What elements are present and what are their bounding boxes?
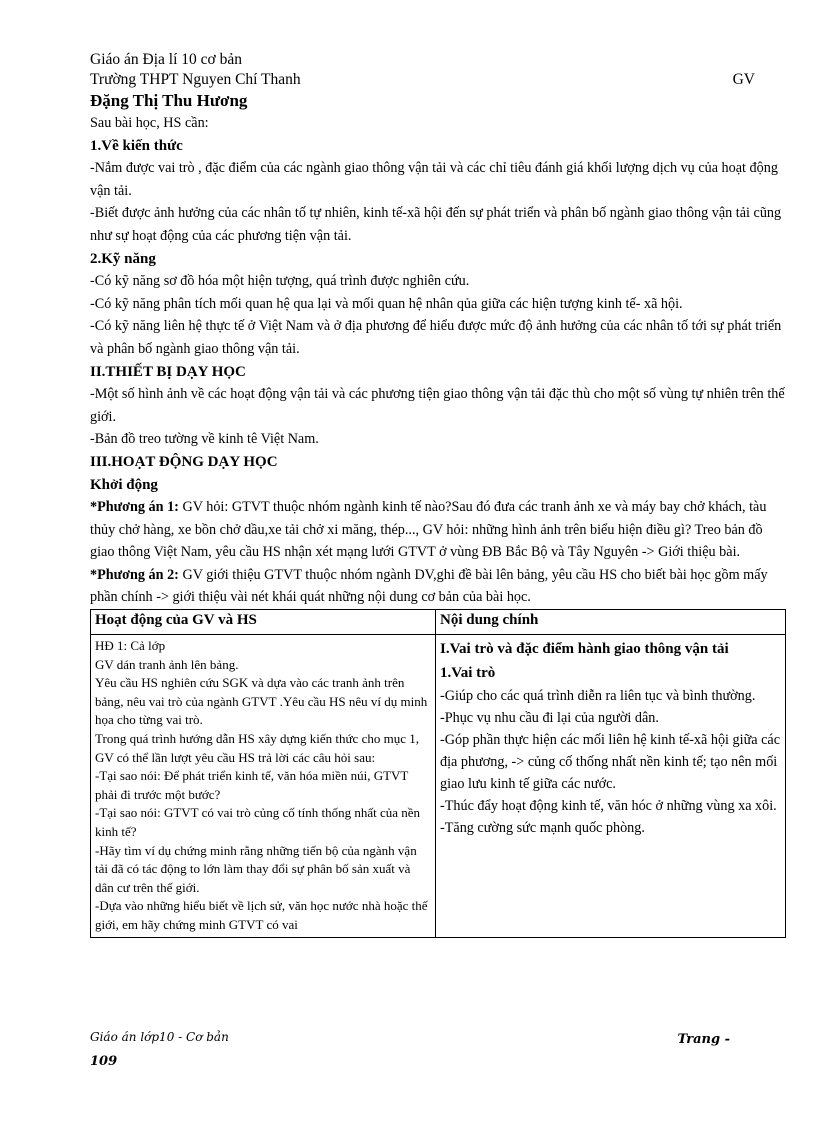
activity-line: -Hãy tìm ví dụ chứng minh rằng những tiến bộ của ngành vận tải đã có tác động to lớn làm thay đổi sự phân bố sản xuất và dân cư trên thế giới. (95, 842, 417, 895)
table-header-row (91, 610, 786, 635)
activities-cell (91, 635, 436, 938)
activity-line: -Tại sao nói: Để phát triển kinh tế, văn hóa miền núi, GTVT phải đi trước một bước? (95, 768, 409, 802)
knowledge-item: -Biết được ảnh hưởng của các nhân tố tự nhiên, kinh tế-xã hội đến sự phát triển và phân bố ngành giao thông vận tải cũng như sự hoạt động của các phương tiện vận tải. (90, 205, 782, 244)
lesson-table (90, 609, 786, 938)
option-2-text: GV giới thiệu GTVT thuộc nhóm ngành DV,ghi đề bài lên bảng, yêu cầu HS cho biết bài học gồm mấy phần chính -> giới thiệu vài nét khái quát những nội dung cơ bản của bài học. (90, 566, 768, 606)
option-1-text: GV hỏi: GTVT thuộc nhóm ngành kinh tế nào?Sau đó đưa các tranh ảnh xe và máy bay chở khách, tàu thủy chở hàng, xe bồn chở dầu,xe tải chở xi măng, thép..., GV hỏi: những hình ảnh trên biểu hiện điều gì? Treo bản đồ giao thông Việt Nam, yêu cầu HS nhận xét mạng lưới GTVT ở vùng ĐB Bắc Bộ và Tây Nguyên -> Giới thiệu bài. (90, 499, 767, 561)
content-cell (436, 635, 786, 938)
content-line: -Tăng cường sức mạnh quốc phòng. (440, 820, 645, 837)
content-subtitle: 1.Vai trò (440, 665, 496, 682)
knowledge-item: -Nắm được vai trò , đặc điểm của các ngành giao thông vận tải và các chỉ tiêu đánh giá khối lượng dịch vụ của hoạt động vận tải. (90, 160, 778, 199)
document-page (90, 50, 785, 938)
content-line: -Góp phần thực hiện các mối liên hệ kinh tế-xã hội giữa các địa phương, -> củng cố thống nhất nền kinh tế; tạo nên mối giao lưu kinh tế giữa các nước. (440, 732, 780, 793)
option-1-paragraph (90, 496, 785, 564)
warmup-title: Khởi động (90, 476, 158, 493)
activity-line: HĐ 1: Cả lớp (95, 638, 166, 654)
page-footer (90, 1030, 730, 1069)
doc-header-subject: Giáo án Địa lí 10 cơ bản (90, 51, 242, 68)
option-2-label: *Phương án 2: (90, 566, 179, 583)
doc-header-school (90, 70, 785, 90)
option-2-paragraph (90, 564, 785, 609)
col-header-content: Nội dung chính (436, 610, 786, 635)
school-name: Trường THPT Nguyen Chí Thanh (90, 71, 301, 88)
content-line: -Giúp cho các quá trình diễn ra liên tục và bình thường. (440, 688, 756, 705)
content-line: -Thúc đẩy hoạt động kinh tế, văn hóc ở những vùng xa xôi. (440, 798, 777, 815)
activity-line: GV dán tranh ảnh lên bảng. (95, 656, 239, 672)
section-equipment-title: II.THIẾT BỊ DẠY HỌC (90, 363, 246, 380)
activity-line: -Tại sao nói: GTVT có vai trò củng cố tính thống nhất của nền kinh tế? (95, 805, 421, 839)
gv-label: GV (732, 71, 755, 88)
footer-right: Trang - (677, 1032, 730, 1047)
page-number: 109 (90, 1054, 118, 1069)
equipment-item: -Một số hình ảnh về các hoạt động vận tải và các phương tiện giao thông vận tải đặc thù cho một số vùng tự nhiên trên thế giới. (90, 386, 785, 425)
equipment-item: -Bản đồ treo tường về kinh tê Việt Nam. (90, 431, 319, 448)
activity-line: Trong quá trình hướng dẫn HS xây dựng kiến thức cho mục 1, GV có thể lần lượt yêu cầu HS trả lời các câu hỏi sau: (95, 731, 419, 765)
section-knowledge-title: 1.Về kiến thức (90, 137, 183, 154)
teacher-name: Đặng Thị Thu Hương (90, 91, 248, 110)
content-title: I.Vai trò và đặc điểm hành giao thông vận tải (440, 641, 729, 658)
intro-text: Sau bài học, HS cần: (90, 115, 209, 131)
skill-item: -Có kỹ năng sơ đồ hóa một hiện tượng, quá trình được nghiên cứu. (90, 273, 470, 290)
footer-left: Giáo án lớp10 - Cơ bản (90, 1030, 229, 1044)
activity-line: Yêu cầu HS nghiên cứu SGK và dựa vào các tranh ảnh trên bảng, nêu vai trò của ngành GTVT .Yêu cầu HS nêu ví dụ minh họa cho từng vai trò. (95, 675, 428, 728)
option-1-label: *Phương án 1: (90, 499, 179, 516)
table-row (91, 635, 786, 938)
col-header-activities: Hoạt động của GV và HS (91, 610, 436, 635)
section-activities-title: III.HOẠT ĐỘNG DẠY HỌC (90, 453, 278, 470)
skill-item: -Có kỹ năng phân tích mối quan hệ qua lại và mối quan hệ nhân qủa giữa các hiện tượng kinh tế- xã hội. (90, 295, 683, 312)
skill-item: -Có kỹ năng liên hệ thực tế ở Việt Nam và ở địa phương để hiểu được mức độ ảnh hưởng của các nhân tố tới sự phát triển và phân bố ngành giao thông vận tải. (90, 318, 782, 357)
content-line: -Phục vụ nhu cầu đi lại của người dân. (440, 710, 659, 727)
section-skills-title: 2.Kỹ năng (90, 250, 156, 267)
activity-line: -Dựa vào những hiểu biết về lịch sử, văn học nước nhà hoặc thế giới, em hãy chứng minh GTVT có vai (95, 898, 428, 932)
